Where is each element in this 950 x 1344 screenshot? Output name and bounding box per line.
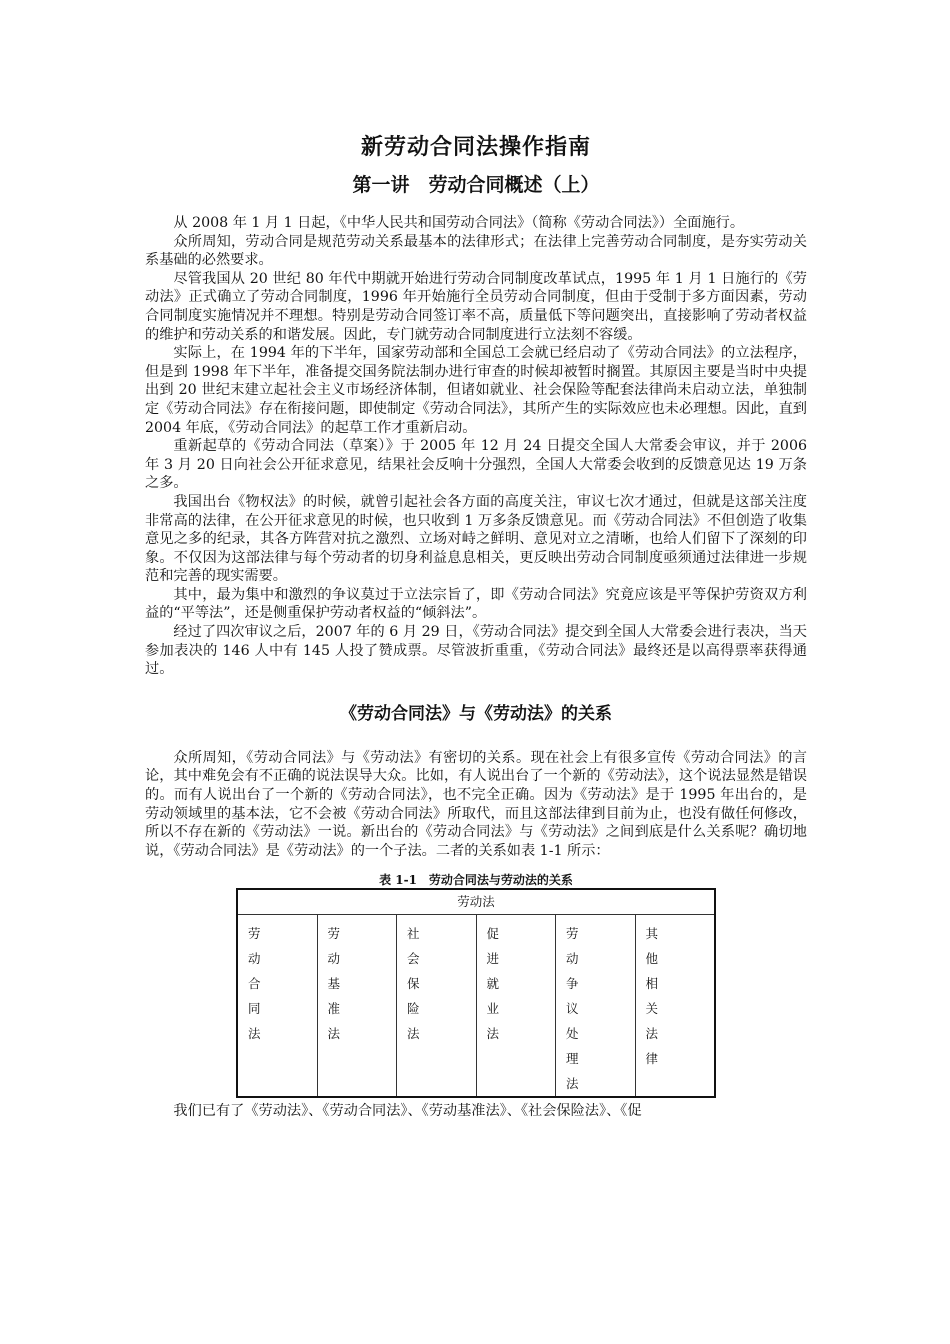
document-page: [145, 130, 807, 1121]
paragraph: 众所周知，《劳动合同法》与《劳动法》有密切的关系。现在社会上有很多宣传《劳动合同法》的言论，其中难免会有不正确的说法误导大众。比如，有人说出台了一个新的《劳动法》，这个说法显然是错误的。而有人说出台了一个新的《劳动合同法》，也不完全正确。因为《劳动法》是于 1995 年出台的，是劳动领域里的基本法，它不会被《劳动合同法》所取代，而且这部法律到目前为止，也没有做任何修改，所以不存在新的《劳动法》一说。新出台的《劳动合同法》与《劳动法》之间到底是什么关系呢？确切地说，《劳动合同法》是《劳动法》的一个子法。二者的关系如表 1-1 所示：: [145, 749, 807, 859]
cell-text: 劳动合同法: [248, 926, 261, 1042]
section-heading: 《劳动合同法》与《劳动法》的关系: [340, 703, 612, 724]
paragraph: 尽管我国从 20 世纪 80 年代中期就开始进行劳动合同制度改革试点，1995 年 1 月 1 日施行的《劳动法》正式确立了劳动合同制度，1996 年开始施行全员劳动合同制度，但由于受制于多方面因素，劳动合同制度实施情况并不理想。特别是劳动合同签订率不高，质量低下等问题突出，直接影响了劳动者权益的维护和劳动关系的和谐发展。因此，专门就劳动合同制度进行立法刻不容缓。: [145, 270, 807, 343]
paragraph: 从 2008 年 1 月 1 日起，《中华人民共和国劳动合同法》（简称《劳动合同法》）全面施行。: [173, 215, 745, 231]
table-cell: [317, 915, 397, 1098]
document-title: 新劳动合同法操作指南: [360, 134, 591, 160]
paragraph: 众所周知，劳动合同是规范劳动关系最基本的法律形式；在法律上完善劳动合同制度，是夯实劳动关系基础的必然要求。: [145, 233, 807, 269]
paragraph: 重新起草的《劳动合同法（草案）》于 2005 年 12 月 24 日提交全国人大常委会审议，并于 2006 年 3 月 20 日向社会公开征求意见，结果社会反响十分强烈，全国人大常委会收到的反馈意见达 19 万条之多。: [145, 438, 807, 492]
paragraph: 实际上，在 1994 年的下半年，国家劳动部和全国总工会就已经启动了《劳动合同法》的立法程序，但是到 1998 年下半年，准备提交国务院法制办进行审查的时候却被暂时搁置。其原因主要是当时中央提出到 20 世纪末建立起社会主义市场经济体制，但诸如就业、社会保险等配套法律尚未启动立法，单独制定《劳动合同法》存在衔接问题，即使制定《劳动合同法》，其所产生的实际效应也未必理想。因此，直到 2004 年底，《劳动合同法》的起草工作才重新启动。: [145, 345, 807, 436]
table-cell: [476, 915, 556, 1098]
table-caption: 表 1-1 劳动合同法与劳动法的关系: [379, 873, 573, 888]
trailing-paragraph: 我们已有了《劳动法》、《劳动合同法》、《劳动基准法》、《社会保险法》、《促: [173, 1103, 642, 1120]
cell-text: 社会保险法: [407, 926, 420, 1042]
cell-text: 劳动基准法: [327, 926, 341, 1042]
paragraph: 经过了四次审议之后，2007 年的 6 月 29 日，《劳动合同法》提交到全国人大常委会进行表决，当天参加表决的 146 人中有 145 人投了赞成票。尽管波折重重，《劳动合同法》最终还是以高得票率获得通过。: [145, 624, 807, 678]
paragraph: 其中，最为集中和激烈的争议莫过于立法宗旨了，即《劳动合同法》究竟应该是平等保护劳资双方利益的“平等法”，还是侧重保护劳动者权益的“倾斜法”。: [145, 586, 807, 622]
lecture-subtitle: 第一讲 劳动合同概述（上）: [352, 174, 600, 196]
table-cell: [397, 915, 477, 1098]
cell-text: 劳动争议处理法: [566, 926, 579, 1092]
table-header-labor-law: 劳动法: [237, 889, 715, 915]
cell-text: 其他相关法律: [645, 926, 659, 1067]
paragraph: 我国出台《物权法》的时候，就曾引起社会各方面的高度关注，审议七次才通过，但就是这部关注度非常高的法律，在公开征求意见的时候，也只收到 1 万多条反馈意见。而《劳动合同法》不但创造了收集意见之多的纪录，其各方阵营对抗之激烈、立场对峙之鲜明、意见对立之清晰，也给人们留下了深刻的印象。不仅因为这部法律与每个劳动者的切身利益息息相关，更反映出劳动合同制度亟须通过法律进一步规范和完善的现实需要。: [145, 493, 807, 585]
relation-table: [236, 888, 716, 1098]
cell-text: 促进就业法: [486, 926, 500, 1042]
table-cell: [635, 915, 715, 1098]
table-cell: [237, 915, 317, 1098]
table-cell: [556, 915, 636, 1098]
